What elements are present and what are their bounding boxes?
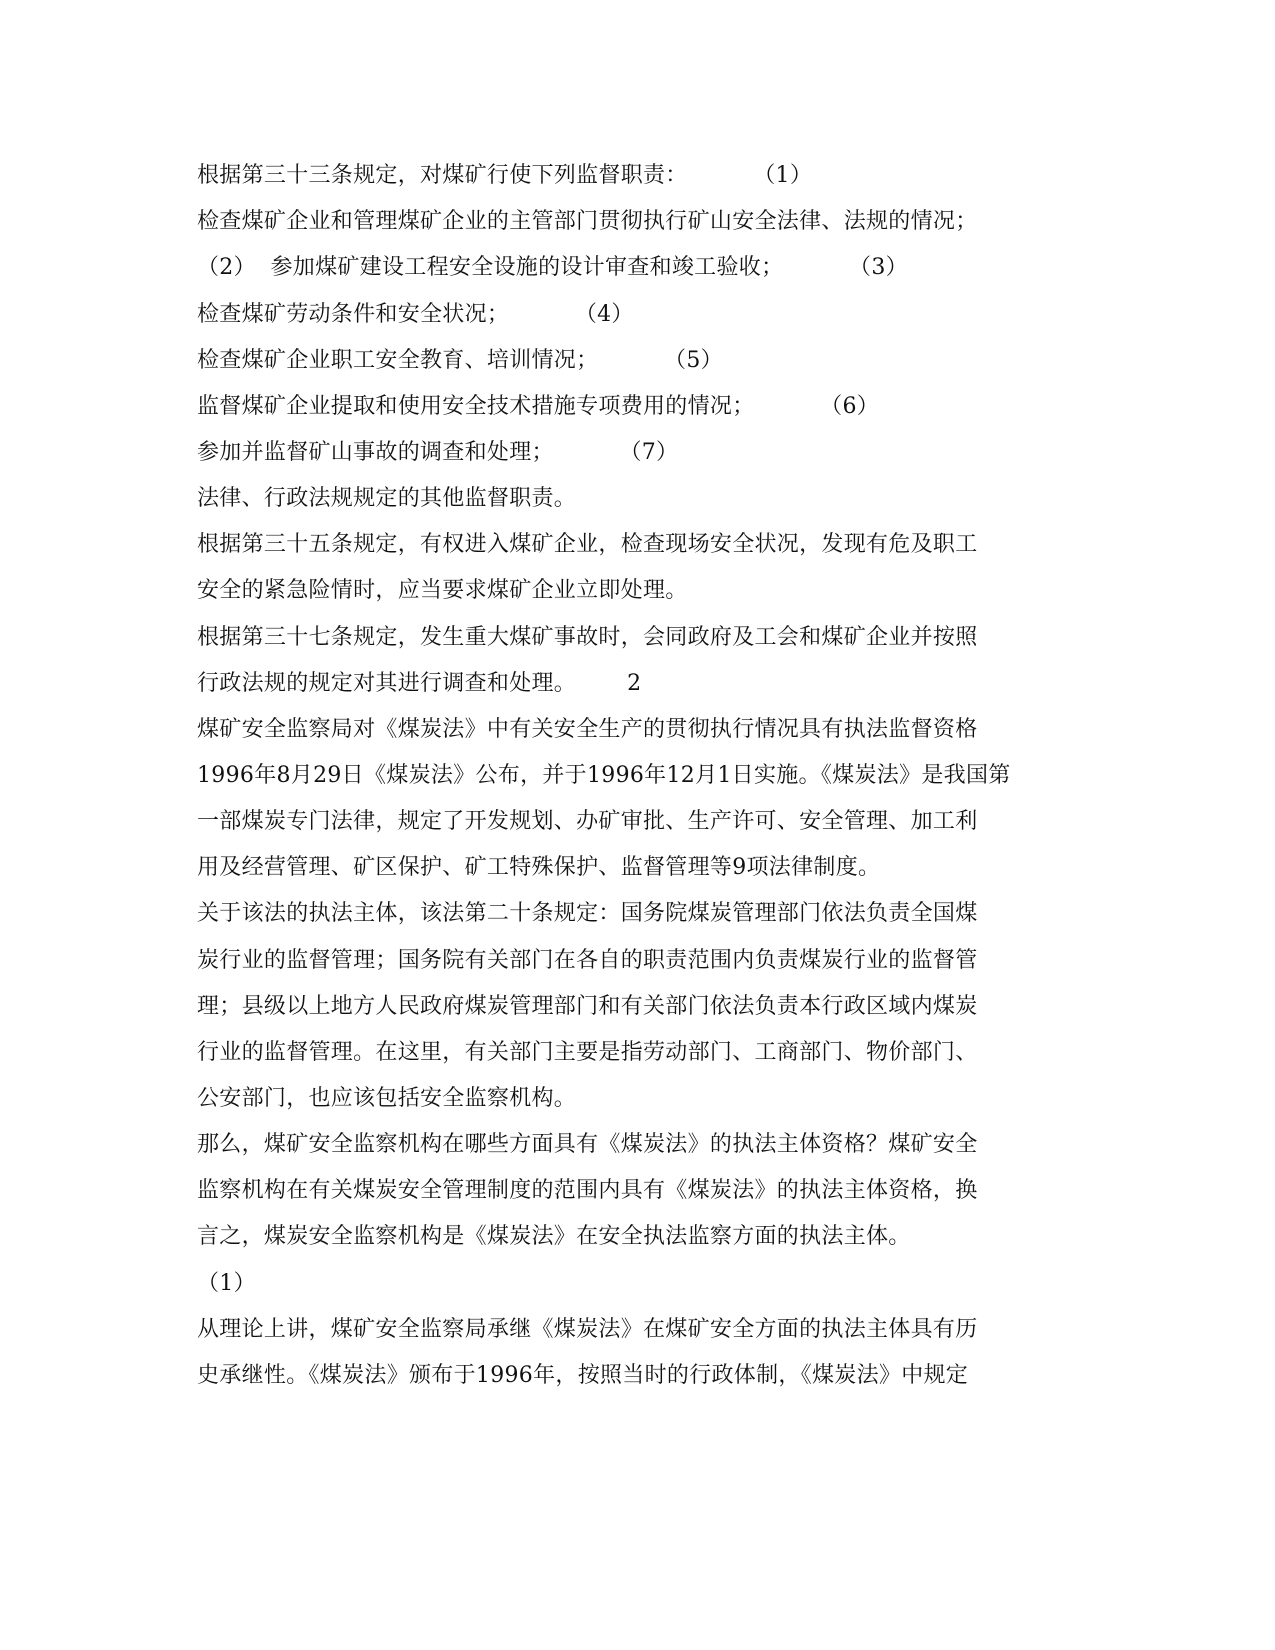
- text-line: 根据第三十五条规定，有权进入煤矿企业，检查现场安全状况，发现有危及职工: [197, 532, 978, 557]
- text-line: 监督煤矿企业提取和使用安全技术措施专项费用的情况； （6）: [197, 394, 880, 419]
- text-line: 检查煤矿企业和管理煤矿企业的主管部门贯彻执行矿山安全法律、法规的情况；: [197, 209, 978, 234]
- text-line: 1996年8月29日《煤炭法》公布，并于1996年12月1日实施。《煤炭法》是我国第: [197, 763, 1011, 788]
- text-line: 一部煤炭专门法律，规定了开发规划、办矿审批、生产许可、安全管理、加工利: [197, 809, 978, 834]
- text-line: 参加并监督矿山事故的调查和处理； （7）: [197, 440, 679, 465]
- text-line: 安全的紧急险情时，应当要求煤矿企业立即处理。: [197, 578, 688, 603]
- text-line: 行政法规的规定对其进行调查和处理。 2: [197, 671, 642, 696]
- text-line: 根据第三十七条规定，发生重大煤矿事故时，会同政府及工会和煤矿企业并按照: [197, 625, 978, 650]
- text-line: 言之，煤炭安全监察机构是《煤炭法》在安全执法监察方面的执法主体。: [197, 1224, 911, 1249]
- text-line: 关于该法的执法主体，该法第二十条规定：国务院煤炭管理部门依法负责全国煤: [197, 901, 978, 926]
- text-line: 公安部门，也应该包括安全监察机构。: [197, 1086, 577, 1111]
- text-line: 理；县级以上地方人民政府煤炭管理部门和有关部门依法负责本行政区域内煤炭: [197, 994, 978, 1019]
- text-line: 炭行业的监督管理；国务院有关部门在各自的职责范围内负责煤炭行业的监督管: [197, 948, 978, 973]
- text-line: 那么，煤矿安全监察机构在哪些方面具有《煤炭法》的执法主体资格？煤矿安全: [197, 1132, 978, 1157]
- text-line: 行业的监督管理。在这里，有关部门主要是指劳动部门、工商部门、物价部门、: [197, 1040, 978, 1065]
- text-line: （2） 参加煤矿建设工程安全设施的设计审查和竣工验收； （3）: [197, 255, 908, 280]
- text-line: 监察机构在有关煤炭安全管理制度的范围内具有《煤炭法》的执法主体资格，换: [197, 1178, 978, 1203]
- text-line: 法律、行政法规规定的其他监督职责。: [197, 486, 577, 511]
- text-line: 史承继性。《煤炭法》颁布于1996年，按照当时的行政体制，《煤炭法》中规定: [197, 1363, 969, 1388]
- text-line: 检查煤矿劳动条件和安全状况； （4）: [197, 302, 634, 327]
- text-line: 煤矿安全监察局对《煤炭法》中有关安全生产的贯彻执行情况具有执法监督资格: [197, 717, 978, 742]
- text-line: 根据第三十三条规定，对煤矿行使下列监督职责： （1）: [197, 163, 813, 188]
- text-line: 从理论上讲，煤矿安全监察局承继《煤炭法》在煤矿安全方面的执法主体具有历: [197, 1317, 978, 1342]
- text-line: 用及经营管理、矿区保护、矿工特殊保护、监督管理等9项法律制度。: [197, 855, 881, 880]
- text-line: 检查煤矿企业职工安全教育、培训情况； （5）: [197, 348, 723, 373]
- text-line: （1）: [197, 1271, 256, 1296]
